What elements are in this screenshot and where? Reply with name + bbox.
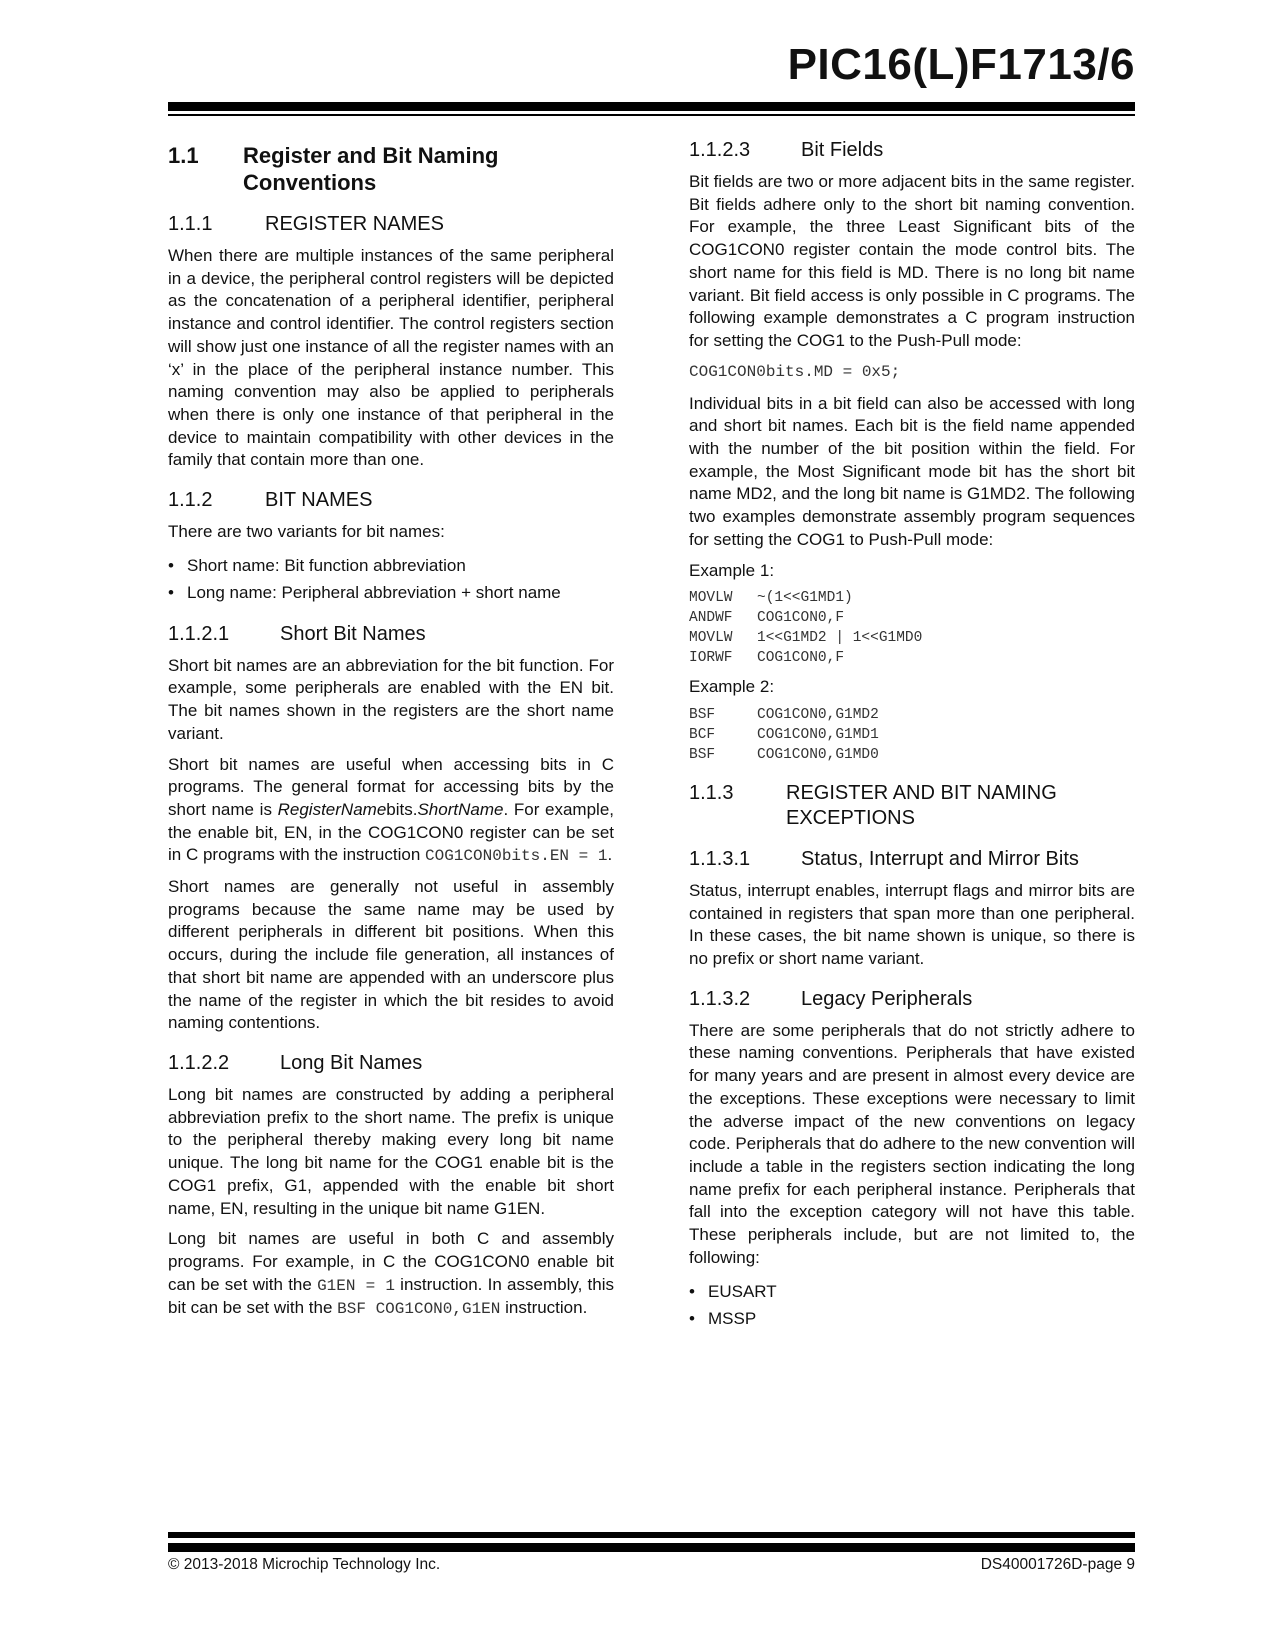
inline-code: COG1CON0bits.EN = 1 (425, 847, 608, 866)
code-example-c: COG1CON0bits.MD = 0x5; (689, 362, 901, 381)
section-1-1-2-heading (168, 488, 614, 513)
short-bit-names-paragraph-3: Short names are generally not useful in assembly programs because the same name may be used by different peripherals in different bit positions. When this occurs, during the include file generation, all instances of that short bit name are appended with an underscore plus the name of the register in which the bit resides to avoid naming contentions. (168, 877, 614, 1033)
left-column (168, 138, 614, 1329)
section-1-1-1-heading (168, 212, 614, 237)
section-title: Legacy Peripherals (801, 987, 973, 1010)
section-title: Bit Fields (801, 139, 884, 161)
footer-rule-thin (168, 1543, 1135, 1552)
page-number: DS40001726D-page 9 (980, 1556, 1135, 1573)
inline-code: BSF COG1CON0,G1EN (337, 1300, 501, 1319)
section-1-1-3-heading (689, 781, 1135, 831)
section-1-1-2-2-heading (168, 1051, 614, 1076)
section-number: 1.1.1 (168, 213, 213, 235)
section-number: 1.1 (168, 143, 199, 168)
header-rule-thick (168, 102, 1135, 111)
legacy-peripherals-list (689, 1278, 1135, 1332)
list-item: • Short name: Bit function abbreviation (168, 555, 466, 575)
section-title: REGISTER AND BIT NAMING EXCEPTIONS (786, 781, 1057, 829)
inline-code: G1EN = 1 (317, 1276, 395, 1295)
section-number: 1.1.3.2 (689, 987, 751, 1010)
section-number: 1.1.2.3 (689, 139, 751, 161)
example-1-label: Example 1: (689, 560, 775, 580)
section-1-1-2-3-heading (689, 138, 1135, 163)
section-1-1-3-1-heading (689, 847, 1135, 872)
section-title: Register and Bit Naming Conventions (243, 143, 499, 195)
long-bit-names-paragraph-1: Long bit names are constructed by adding a peripheral abbreviation prefix to the short name. The prefix is unique to the peripheral thereby making every long bit name unique. The long bit name for the COG1 enable bit is the COG1 prefix, G1, appended with the enable bit short name, EN, resulting in the unique bit name G1EN. (168, 1084, 614, 1218)
header-rule-thin (168, 114, 1135, 116)
section-title: REGISTER NAMES (265, 213, 444, 235)
section-title: Short Bit Names (280, 622, 426, 645)
document-title: PIC16(L)F1713/6 (787, 40, 1135, 89)
code-line: BSF COG1CON0,G1MD2 (689, 706, 879, 723)
code-line: MOVLW 1<<G1MD2 | 1<<G1MD0 (689, 630, 923, 647)
list-item: • Long name: Peripheral abbreviation + short name (168, 582, 561, 602)
copyright-text: © 2013-2018 Microchip Technology Inc. (168, 1556, 441, 1573)
legacy-peripherals-paragraph: There are some peripherals that do not strictly adhere to these naming conventions. Peripherals that have existed for many years and are present in almost every device are the exceptions. These exceptions were necessary to limit the adverse impact of the new conventions on legacy code. Peripherals that do adhere to the new convention will include a table in the registers section indicating the long name prefix for each peripheral instance. Peripherals that fall into the exception category will not have this table. These peripherals include, but are not limited to, the following: (689, 1020, 1135, 1267)
bit-names-intro: There are two variants for bit names: (168, 522, 445, 542)
code-line: BCF COG1CON0,G1MD1 (689, 726, 879, 743)
list-item: • EUSART (689, 1281, 777, 1301)
right-column (689, 138, 1135, 1340)
example-2-label: Example 2: (689, 677, 775, 697)
section-1-1-3-2-heading (689, 987, 1135, 1012)
list-item: • MSSP (689, 1308, 757, 1328)
bit-fields-paragraph-1: Bit fields are two or more adjacent bits in the same register. Bit fields adhere only to the short bit naming convention. For example, the three Least Significant bits of the COG1CON0 register contain the mode control bits. The short name for this field is MD. There is no long bit name variant. Bit field access is only possible in C programs. The following example demonstrates a C program instruction for setting the COG1 to the Push-Pull mode: (689, 172, 1135, 350)
section-1-1-heading (168, 142, 614, 196)
section-title: BIT NAMES (265, 489, 373, 512)
bit-name-variants-list (168, 552, 614, 606)
section-number: 1.1.2.2 (168, 1051, 230, 1074)
short-bit-names-paragraph-1: Short bit names are an abbreviation for the bit function. For example, some peripherals are enabled with the EN bit. The bit names shown in the registers are the short name variant. (168, 655, 614, 743)
code-line: ANDWF COG1CON0,F (689, 610, 845, 627)
code-line: BSF COG1CON0,G1MD0 (689, 746, 879, 763)
code-example-2 (689, 705, 1135, 765)
short-bit-names-paragraph-2: Short bit names are useful when accessing bits in C programs. The general format for accessing bits by the short name is RegisterNamebits.ShortName. For example, the enable bit, EN, in the COG1CON0 register can be set in C programs with the instruction COG1CON0bits.EN = 1. (168, 754, 615, 866)
register-names-paragraph: When there are multiple instances of the same peripheral in a device, the peripheral control registers will be depicted as the concatenation of a peripheral identifier, peripheral instance and control identifier. The control registers section will show just one instance of all the register names with an ‘x’ in the place of the peripheral instance number. This naming convention may also be applied to peripherals when there is only one instance of that peripheral in the device to maintain compatibility with other devices in the family that contain more than one. (168, 246, 614, 470)
footer-rule-thick (168, 1532, 1135, 1538)
code-example-1 (689, 588, 1135, 668)
section-title: Long Bit Names (280, 1051, 423, 1074)
bit-fields-paragraph-2: Individual bits in a bit field can also be accessed with long and short bit names. Each bit is the field name appended with the number of the bit position within the field. For example, the Most Significant mode bit has the short bit name MD2, and the long bit name is G1MD2. The following two examples demonstrate assembly program sequences for setting the COG1 to Push-Pull mode: (689, 393, 1135, 549)
section-number: 1.1.3.1 (689, 847, 751, 870)
status-bits-paragraph: Status, interrupt enables, interrupt flags and mirror bits are contained in registers that span more than one peripheral. In these cases, the bit name shown is unique, so there is no prefix or short name variant. (689, 880, 1135, 969)
code-line: IORWF COG1CON0,F (689, 650, 845, 667)
section-number: 1.1.2.1 (168, 622, 230, 645)
section-title: Status, Interrupt and Mirror Bits (801, 847, 1079, 870)
section-number: 1.1.2 (168, 489, 213, 512)
long-bit-names-paragraph-2: Long bit names are useful in both C and assembly programs. For example, in C the COG1CON0 enable bit can be set with the G1EN = 1 instruction. In assembly, this bit can be set with the BSF COG1CON0,G1EN instruction. (168, 1229, 615, 1319)
code-line: MOVLW ~(1<<G1MD1) (689, 590, 853, 607)
section-1-1-2-1-heading (168, 622, 614, 647)
section-number: 1.1.3 (689, 781, 734, 804)
